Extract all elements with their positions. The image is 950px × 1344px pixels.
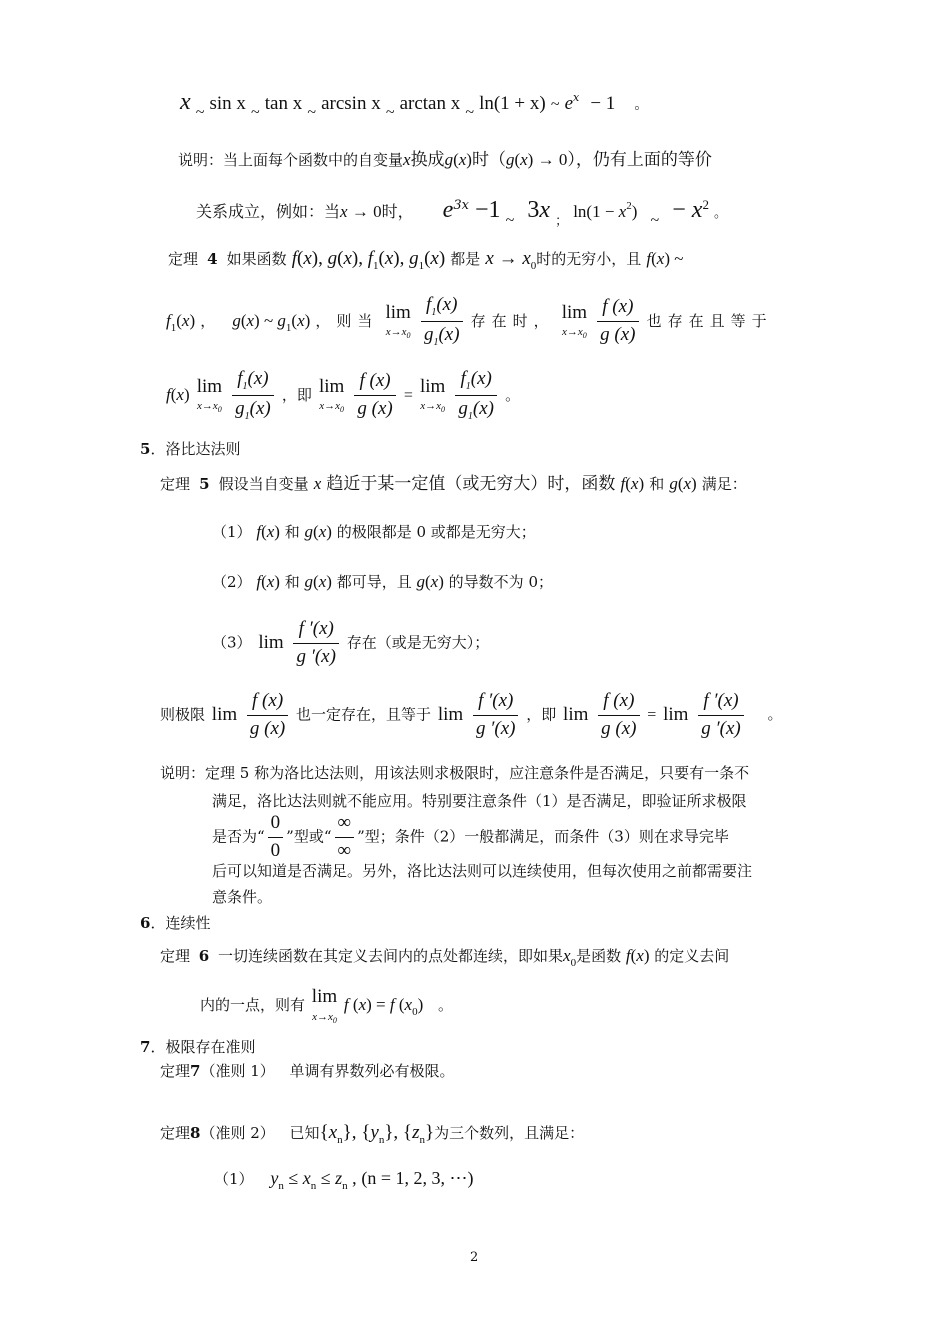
limit-operator: lim bbox=[563, 703, 589, 725]
sequences: $\{x_n\}$, $\{y_n\}$, $\{z_n\}$ bbox=[319, 1122, 435, 1146]
limit-operator: lim bbox=[211, 703, 238, 725]
equivalence-chain bbox=[180, 88, 648, 122]
thm5-condition-2: （2） f(x) 和 g(x) 都可导，且 g(x) 的导数不为 0； bbox=[212, 572, 553, 591]
condition-label: （1） bbox=[214, 1170, 254, 1188]
section-7-heading: 7．极限存在准则 bbox=[140, 1038, 256, 1056]
limit-operator: lim bbox=[663, 703, 689, 725]
thm5-text3: 满足： bbox=[701, 475, 747, 493]
tilde: ~ bbox=[385, 104, 395, 121]
note2-text: ”型或“ bbox=[286, 827, 332, 846]
note2-text: ”型；条件（2）一般都满足，而条件（3）则在求导完毕 bbox=[357, 827, 729, 846]
note1-line2: 关系成立，例如：当x → 0时， $e^{3x} -1$ ~ 3x $_;$ $\ln(1 - x^2)$ ~ − $x^2$ 。 bbox=[196, 197, 728, 229]
thm4-line1: 定理 4 如果函数 f(x), g(x), $f_1(x)$, $g_1(x)$ 都是 $x \to x_0$时的无穷小，且 f(x) ~ bbox=[168, 248, 684, 272]
example-neg-x2: − $x^2$ bbox=[672, 197, 709, 223]
thm4-text3: 时的无穷小，且 bbox=[536, 250, 642, 268]
thm6-number: 6 bbox=[198, 947, 210, 965]
thm6-text2: 是函数 bbox=[576, 947, 622, 965]
note1-line2-mid: 时， bbox=[381, 202, 414, 221]
thm4-text1: 如果函数 bbox=[226, 250, 287, 268]
note2-text: 是否为“ bbox=[212, 827, 265, 846]
and-word: 和 bbox=[649, 475, 665, 493]
condition-text: 的极限都是 0 或都是无穷大； bbox=[336, 523, 536, 541]
thm4-text8: ，即 bbox=[281, 385, 312, 404]
limit-operator: lim $x\to x_0$ bbox=[385, 301, 411, 341]
thm6-text1: 一切连续函数在其定义去间内的点处都连续，即如果 bbox=[218, 947, 564, 965]
and-word: 和 bbox=[284, 573, 300, 591]
condition-label: （3） bbox=[212, 633, 252, 652]
thm4-line2: $f_1(x)$ ， g(x) ~ $g_1(x)$ ，则当 lim $x\to x_0$ $\frac{f_1(x)}{g_1(x)}$ 存在时， lim $x\to x_0$ $\frac{f (x)}{g (x)}$ 也存在且等于 bbox=[166, 294, 773, 348]
thm8-statement bbox=[160, 1122, 584, 1147]
e: e bbox=[564, 93, 573, 114]
fraction-fprime-gprime: $\frac{f '(x)}{g '(x)}$ bbox=[473, 690, 519, 741]
section-6-heading: 6．连续性 bbox=[140, 914, 211, 932]
g-of-x: g bbox=[444, 150, 454, 169]
thm5-conclusion: 则极限 lim $\frac{f (x)}{g (x)}$ 也一定存在，且等于 lim $\frac{f '(x)}{g '(x)}$ ，即 lim $\frac{f (x)}{g (x)}$ = lim $\frac{f '(x)}{g '(x)}$ 。 bbox=[160, 690, 783, 739]
limit-operator: lim bbox=[437, 703, 464, 725]
note1-line1: 说明：当上面每个函数中的自变量x换成g(x)时（g(x) → 0），仍有上面的等价 bbox=[178, 150, 712, 170]
comma: ， bbox=[200, 311, 216, 330]
thm7-text: 单调有界数列必有极限。 bbox=[289, 1062, 455, 1080]
thm5-text2: 趋近于某一定值（或无穷大）时，函数 bbox=[326, 474, 616, 494]
fraction-f-g: $\frac{f (x)}{g (x)}$ bbox=[354, 370, 395, 421]
page-number: 2 bbox=[470, 1250, 479, 1265]
conclusion-text2: 也一定存在，且等于 bbox=[296, 705, 432, 724]
fraction-f1-g1: $\frac{f_1(x)}{g_1(x)}$ bbox=[455, 368, 497, 423]
note1-mid3: ），仍有上面的等价 bbox=[567, 150, 712, 170]
section-number: 7 bbox=[140, 1038, 151, 1056]
period: 。 bbox=[505, 385, 521, 404]
section-5-heading: 5．洛比达法则 bbox=[140, 440, 241, 458]
and-word: 和 bbox=[284, 523, 300, 541]
thm8-text1: 已知 bbox=[289, 1124, 320, 1142]
x-to-x0: $x \to x_0$ bbox=[485, 248, 537, 272]
limit-operator: lim $x\to x_0$ bbox=[318, 375, 345, 415]
arcsin-x: arcsin x bbox=[321, 93, 381, 114]
condition-text: 存在（或是无穷大）； bbox=[346, 633, 490, 652]
section-number: 6 bbox=[140, 914, 151, 932]
limit-operator: lim $x\to x_0$ bbox=[561, 301, 588, 341]
condition-label: （2） bbox=[212, 573, 252, 591]
note2-line2 bbox=[212, 792, 747, 810]
fraction-fprime-gprime: $\frac{f '(x)}{g '(x)}$ bbox=[698, 690, 744, 741]
separator: ； bbox=[555, 214, 569, 229]
thm6-label: 定理 bbox=[160, 947, 191, 965]
thm6-text3: 的定义去间 bbox=[654, 947, 730, 965]
sin-x: sin x bbox=[209, 93, 246, 114]
thm4-line3: f(x) lim $x\to x_0$ $\frac{f_1(x)}{g_1(x)}$ ，即 lim $x\to x_0$ $\frac{f (x)}{g (x)}$ = lim $x\to x_0$ $\frac{f_1(x)}{g_1(x)}$ 。 bbox=[166, 368, 521, 422]
fraction-f1-g1: $\frac{f_1(x)}{g_1(x)}$ bbox=[232, 368, 274, 423]
thm4-text6: 存在时， bbox=[470, 311, 555, 330]
note2-line3 bbox=[212, 812, 729, 863]
example-ln: $\ln(1 - x^2)$ bbox=[573, 200, 638, 221]
tilde: ~ bbox=[307, 104, 316, 121]
thm8-rule: （准则 2） bbox=[200, 1124, 275, 1142]
fraction-inf-over-inf: $\frac{\infty}{\infty}$ bbox=[335, 812, 355, 863]
period: 。 bbox=[714, 206, 728, 221]
thm5-condition-3 bbox=[212, 618, 489, 669]
note2-text: 说明：定理 5 称为洛比达法则，用该法则求极限时，应注意条件是否满足，只要有一条不 bbox=[160, 764, 750, 782]
section-number: 5 bbox=[140, 440, 151, 458]
thm8-number: 8 bbox=[190, 1124, 201, 1142]
limit-operator: lim bbox=[258, 631, 284, 653]
tilde: ~ bbox=[195, 104, 205, 121]
section-title: 洛比达法则 bbox=[165, 440, 241, 458]
var-x: x bbox=[403, 150, 411, 169]
note2-line1 bbox=[160, 764, 749, 782]
thm7-number: 7 bbox=[190, 1062, 201, 1080]
thm5-statement: 定理 5 假设当自变量 x 趋近于某一定值（或无穷大）时，函数 f(x) 和 g(x) 满足： bbox=[160, 474, 747, 494]
thm5-text1: 假设当自变量 bbox=[218, 475, 309, 493]
thm7-statement bbox=[160, 1062, 455, 1080]
tilde: ~ bbox=[251, 104, 260, 121]
thm6-line1: 定理 6 一切连续函数在其定义去间内的点处都连续，即如果$x_0$是函数 f(x) 的定义去间 bbox=[160, 946, 730, 969]
note2-text: 后可以知道是否满足。另外，洛比达法则可以连续使用，但每次使用之前都需要注 bbox=[212, 862, 753, 880]
thm8-condition-1: （1） $y_n \le x_n \le z_n$ , (n = 1, 2, 3, ⋯) bbox=[214, 1168, 474, 1192]
thm8-label: 定理 bbox=[160, 1124, 191, 1142]
thm4-text2: 都是 bbox=[450, 250, 481, 268]
minus-one: − 1 bbox=[590, 93, 616, 114]
section-title: 连续性 bbox=[165, 914, 211, 932]
tilde: ~ bbox=[650, 212, 660, 229]
note2-text: 满足，洛比达法则就不能应用。特别要注意条件（1）是否满足，即验证所求极限 bbox=[212, 792, 747, 810]
limit-operator: lim $x\to x_0$ bbox=[196, 375, 223, 415]
fraction-f1-g1: $\frac{f_1(x)}{g_1(x)}$ bbox=[421, 294, 463, 349]
tilde: ~ bbox=[550, 96, 560, 113]
note2-line5 bbox=[212, 888, 272, 906]
tilde: ~ bbox=[465, 104, 474, 121]
period: 。 bbox=[438, 995, 454, 1014]
fraction-f-g: $\frac{f (x)}{g (x)}$ bbox=[597, 296, 638, 347]
conclusion-text3: ，即 bbox=[526, 705, 557, 724]
thm4-functions: f(x), g(x), $f_1(x)$, $g_1(x)$ bbox=[291, 248, 446, 272]
condition-text: 都可导，且 bbox=[336, 573, 412, 591]
period: 。 bbox=[634, 97, 649, 113]
tilde: ~ bbox=[505, 212, 515, 229]
condition-label: （1） bbox=[212, 523, 252, 541]
conclusion-text1: 则极限 bbox=[160, 705, 206, 724]
thm6-line2: 内的一点，则有 lim $x\to x_0$ f (x) = f $(x_0)$ 。 bbox=[200, 986, 454, 1025]
note1-prefix: 说明：当上面每个函数中的自变量 bbox=[178, 151, 404, 169]
fraction-zero-over-zero: $\frac{0}{0}$ bbox=[268, 812, 284, 863]
arctan-x: arctan x bbox=[399, 93, 461, 114]
note2-text: 意条件。 bbox=[212, 888, 273, 906]
thm7-label: 定理 bbox=[160, 1062, 191, 1080]
thm8-text2: 为三个数列，且满足： bbox=[434, 1124, 585, 1142]
note1-mid1: 换成 bbox=[410, 150, 445, 170]
index-range: (n = 1, 2, 3, ⋯) bbox=[361, 1168, 474, 1188]
thm5-number: 5 bbox=[199, 475, 210, 493]
note1-mid2: 时（ bbox=[471, 150, 506, 170]
thm4-text5: ，则当 bbox=[315, 311, 379, 330]
fraction-fprime-gprime: $\frac{f '(x)}{g '(x)}$ bbox=[293, 618, 339, 669]
thm4-number: 4 bbox=[207, 250, 218, 268]
tan-x: tan x bbox=[264, 93, 303, 114]
note2-line4 bbox=[212, 862, 752, 880]
exp-x: x bbox=[573, 91, 580, 104]
thm4-label: 定理 bbox=[168, 250, 199, 268]
period: 。 bbox=[767, 705, 783, 724]
fraction-f-g: $\frac{f (x)}{g (x)}$ bbox=[598, 690, 639, 741]
example-e3x: e bbox=[442, 197, 454, 223]
thm5-condition-1: （1） f(x) 和 g(x) 的极限都是 0 或都是无穷大； bbox=[212, 522, 536, 541]
condition-text: 的导数不为 0； bbox=[448, 573, 553, 591]
thm5-label: 定理 bbox=[160, 475, 191, 493]
fraction-f-g: $\frac{f (x)}{g (x)}$ bbox=[247, 690, 288, 741]
ln-1-plus-x: ln(1 + x) bbox=[479, 93, 546, 114]
example-3x: 3x bbox=[527, 197, 550, 223]
section-title: 极限存在准则 bbox=[165, 1038, 256, 1056]
thm4-text7: 也存在且等于 bbox=[646, 311, 773, 330]
note1-line2-prefix: 关系成立，例如：当 bbox=[196, 202, 341, 221]
thm6-text4: 内的一点，则有 bbox=[200, 995, 306, 1014]
var-x: x bbox=[180, 89, 191, 115]
thm7-rule: （准则 1） bbox=[200, 1062, 275, 1080]
limit-operator: lim $x\to x_0$ bbox=[419, 375, 446, 415]
limit-operator: lim $x\to x_0$ bbox=[311, 986, 338, 1025]
